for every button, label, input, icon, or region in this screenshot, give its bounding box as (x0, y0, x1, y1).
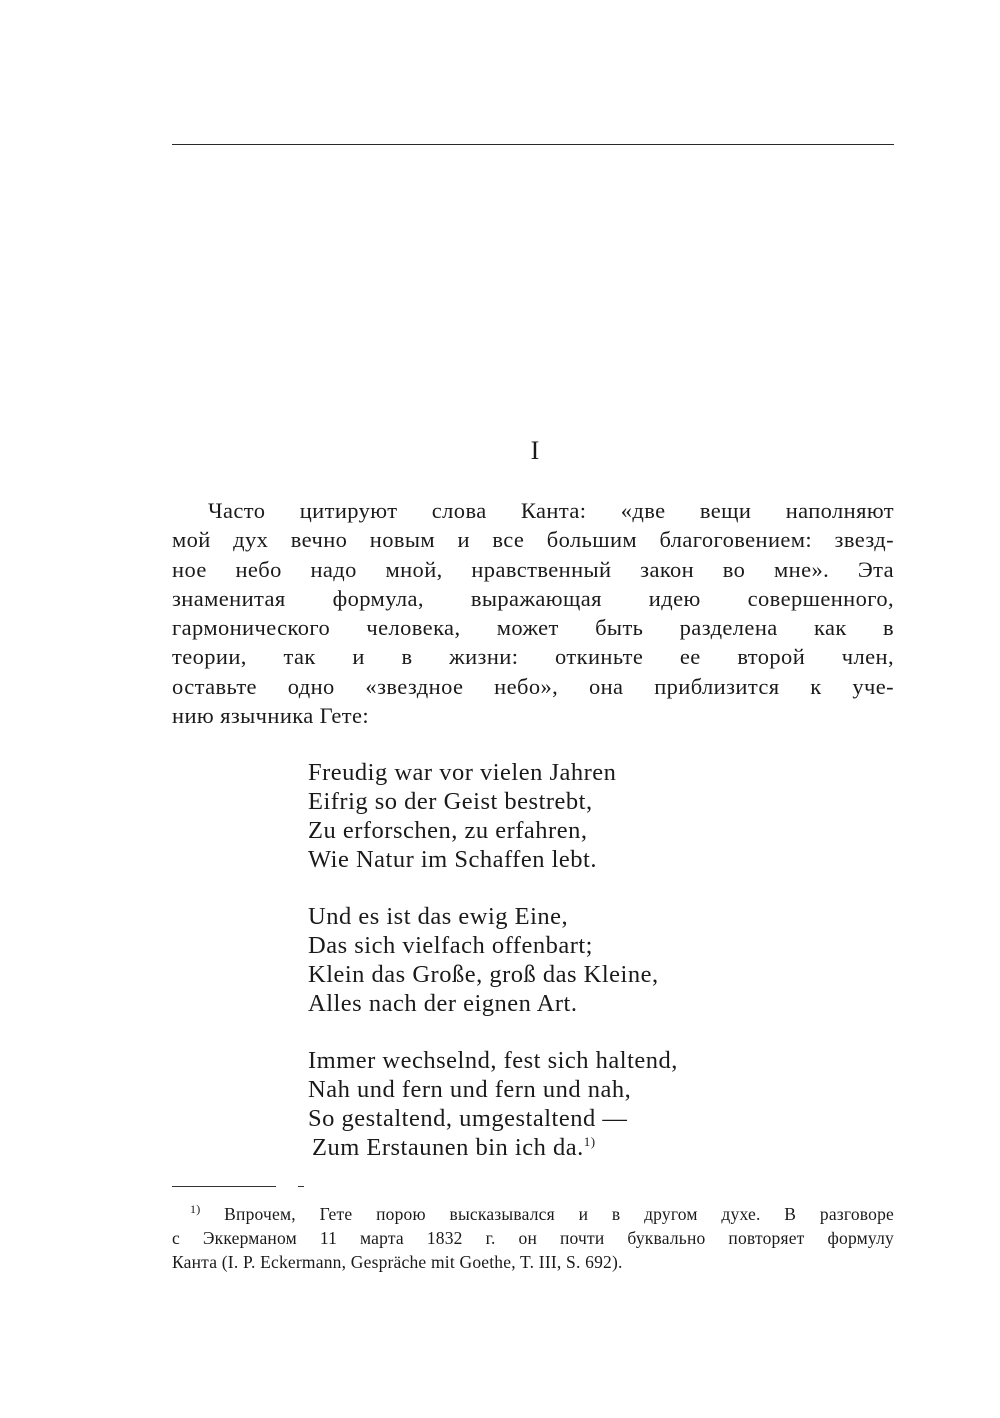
poem-verse: Wie Natur im Schaffen lebt. (308, 846, 597, 873)
poem-verse-text: Zum Erstaunen bin ich da. (312, 1134, 584, 1161)
poem-verse: Eifrig so der Geist bestrebt, (308, 788, 593, 815)
chapter-number: I (530, 436, 540, 465)
paragraph-line: мой дух вечно новым и все большим благоговением: звезд- (172, 527, 894, 553)
paragraph-line: нию язычника Гете: (172, 703, 370, 729)
poem-stanza (308, 758, 678, 874)
header-rule (172, 144, 894, 145)
body-paragraph (172, 496, 894, 730)
footnote-divider (172, 1186, 276, 1187)
footnote-marker: 1) (190, 1202, 201, 1217)
poem-verse: Klein das Große, groß das Kleine, (308, 961, 659, 988)
paragraph-line: оставьте одно «звездное небо», она приблизится к уче- (172, 673, 894, 699)
paragraph-line: ное небо надо мной, нравственный закон во мне». Эта (172, 556, 894, 582)
footnote-line: Канта (I. P. Eckermann, Gespräche mit Goethe, T. III, S. 692). (172, 1252, 623, 1272)
poem-verse-last (308, 1133, 678, 1162)
footnote-divider-mark (298, 1186, 304, 1187)
poem-verse: Alles nach der eignen Art. (308, 990, 578, 1017)
paragraph-line: знаменитая формула, выражающая идею совершенного, (172, 585, 894, 611)
poem-stanza (308, 1046, 678, 1162)
paragraph-line: Часто цитируют слова Канта: «две вещи наполняют (208, 498, 894, 523)
poem-verse: Immer wechselnd, fest sich haltend, (308, 1047, 678, 1074)
poem-verse: Das sich vielfach offenbart; (308, 932, 593, 959)
footnote-reference[interactable]: 1) (583, 1133, 596, 1149)
poem-verse: Zu erforschen, zu erfahren, (308, 817, 588, 844)
poem-verse: Und es ist das ewig Eine, (308, 903, 569, 930)
poem-verse: So gestaltend, umgestaltend — (308, 1105, 628, 1132)
footnote-line (172, 1202, 894, 1226)
footnote (172, 1202, 894, 1274)
poem-verse: Nah und fern und fern und nah, (308, 1076, 632, 1103)
footnote-line-text: Впрочем, Гете порою высказывался и в другом духе. В разговоре (224, 1204, 894, 1224)
poem-verse: Freudig war vor vielen Jahren (308, 759, 617, 786)
poem-stanza (308, 902, 678, 1018)
poem-block (308, 758, 678, 1162)
paragraph-line: гармонического человека, может быть разделена как в (172, 615, 894, 641)
footnote-line: с Эккерманом 11 марта 1832 г. он почти буквально повторяет формулу (172, 1228, 894, 1248)
paragraph-line: теории, так и в жизни: откиньте ее второй член, (172, 644, 894, 670)
